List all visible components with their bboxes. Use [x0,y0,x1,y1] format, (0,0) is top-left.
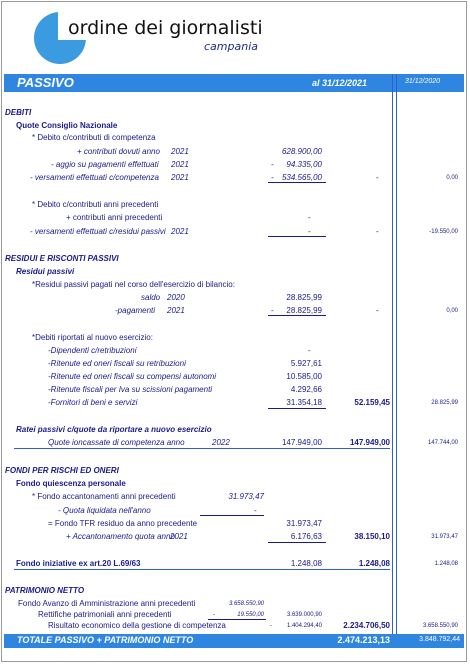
row-label: = Fondo TFR residuo da anno precedente [48,519,198,528]
row-2020: 0,00 [446,308,458,314]
row-total: 38.150,10 [354,532,390,541]
row-value: - [308,213,311,222]
row-label: * Debito c/contributi anni precedenti [32,200,159,209]
footer-total-2020: 3.848.792,44 [419,636,460,643]
section-title: DEBITI [5,108,32,117]
row-label: -Fornitori di beni e servizi [48,398,138,407]
row-total: 52.159,45 [354,398,390,407]
row-label: saldo [141,293,161,302]
row-value: 534.565,00 [281,173,322,182]
row-label: Rettifiche patrimoniali anni precedenti [38,610,172,619]
row-label: Risultato economico della gestione di competenza [48,621,226,630]
row-value: 31.973,47 [286,519,322,528]
row-year: 2021 [171,227,189,236]
column-divider-left [392,74,393,648]
row-label: Quote Consiglio Nazionale [16,121,118,130]
row-label: - versamenti effettuati c/residui passivi [30,227,166,236]
row-value: 5.927,61 [290,359,322,368]
row-label: Ratei passivi c/quote da riportare a nuovo esercizio [16,425,212,434]
section-title: FONDI PER RISCHI ED ONERI [5,466,119,475]
section-title: RESIDUI E RISCONTI PASSIVI [5,254,119,263]
row-value: 31.973,47 [228,492,264,501]
row-year: 2021 [171,173,189,182]
row-value: 94.335,00 [286,160,322,169]
row-total: 1.248,08 [358,559,390,568]
row-2020: -19.550,00 [429,229,458,235]
row-2020: 0,00 [446,175,458,181]
underline [208,619,266,620]
row-label: + contributi anni precedenti [66,213,163,222]
row-label: -Dipendenti c/retribuzioni [48,346,137,355]
row-sign: - [271,306,274,315]
row-value: 147.949,00 [281,438,322,447]
row-2020: 31.973,47 [431,534,458,540]
row-total: 147.949,00 [349,438,390,447]
row-label: Fondo Avanzo di Amministrazione anni precedenti [18,599,196,608]
underline [200,515,264,516]
row-value: 10.585,00 [286,372,322,381]
row-total: - [376,173,379,182]
row-year: 2021 [167,306,185,315]
underline [268,182,326,183]
row-label: * Debito c/contributi di competenza [32,133,156,142]
row-2020: 1.248,08 [434,561,458,567]
row-label: + contributi dovuti anno [77,147,160,156]
column-divider-right [396,74,397,648]
row-label: - aggio su pagamenti effettuati [51,160,159,169]
row-label: Residui passivi [16,267,75,276]
row-label: - versamenti effettuati c/competenza [30,173,159,182]
row-value: 3.658.550,90 [228,601,264,607]
row-label: *Residui passivi pagati nel corso dell'esercizio di bilancio: [32,280,235,289]
row-label: Fondo quiescenza personale [16,479,126,488]
row-value: 28.825,99 [286,293,322,302]
row-value: 19.550,00 [237,612,264,618]
row-sign: - [271,160,274,169]
logo-subtitle: campania [204,40,258,53]
row-year: 2022 [212,438,230,447]
row-value: 1.248,08 [290,559,322,568]
row-subtotal: 3.639.000,90 [286,612,322,618]
row-label: -Ritenute ed oneri fiscali su compensi autonomi [48,372,217,381]
underline [14,569,390,570]
row-value: - [254,506,257,515]
row-value: - [308,346,311,355]
row-year: 2021 [170,532,188,541]
logo-title: ordine dei giornalisti [68,17,263,39]
row-total: - [376,306,379,315]
row-label: -Ritenute fiscali per Iva su scissioni pagamenti [48,385,213,394]
row-total: 2.234.706,50 [343,621,390,630]
row-value: - [308,227,311,236]
row-year: 2021 [171,147,189,156]
row-sign: - [271,173,274,182]
section-title: PATRIMONIO NETTO [5,586,85,595]
row-label: * Fondo accantonamenti anni precedenti [32,492,176,501]
underline [268,542,326,543]
underline [14,448,390,449]
header-col-2021: al 31/12/2021 [312,78,368,88]
row-label: -pagamenti [115,306,156,315]
row-label: - Quota liquidata nell'anno [58,506,151,515]
row-sign: - [213,612,215,618]
row-value: 28.825,99 [286,306,322,315]
row-2020: 3.658.550,90 [422,623,458,629]
row-2020: 147.744,00 [427,440,458,446]
underline [268,236,326,237]
row-value: 31.354,18 [286,398,322,407]
row-value: 6.176,63 [290,532,322,541]
row-value: 4.292,66 [290,385,322,394]
row-year: 2021 [171,160,189,169]
row-sign: - [270,623,272,629]
row-label: -Ritenute ed oneri fiscali su retribuzioni [48,359,186,368]
row-value: 1.404.294,40 [286,623,322,629]
row-label: Quote ioncassate di competenza anno [48,438,185,447]
footer-total-2021: 2.474.213,13 [337,635,390,645]
row-value: 628.900,00 [281,147,322,156]
row-2020: 28.825,99 [431,400,458,406]
row-year: 2020 [167,293,185,302]
header-title: PASSIVO [17,75,74,90]
footer-label: TOTALE PASSIVO + PATRIMONIO NETTO [17,635,194,645]
row-label: *Debiti riportati al nuovo esercizio: [32,333,153,342]
row-label: + Accantonamento quota anno [66,532,175,541]
row-total: - [376,227,379,236]
underline [268,408,326,409]
underline [268,315,326,316]
header-col-2020: 31/12/2020 [405,78,441,85]
row-label: Fondo iniziative ex art.20 L.69/63 [16,559,141,568]
